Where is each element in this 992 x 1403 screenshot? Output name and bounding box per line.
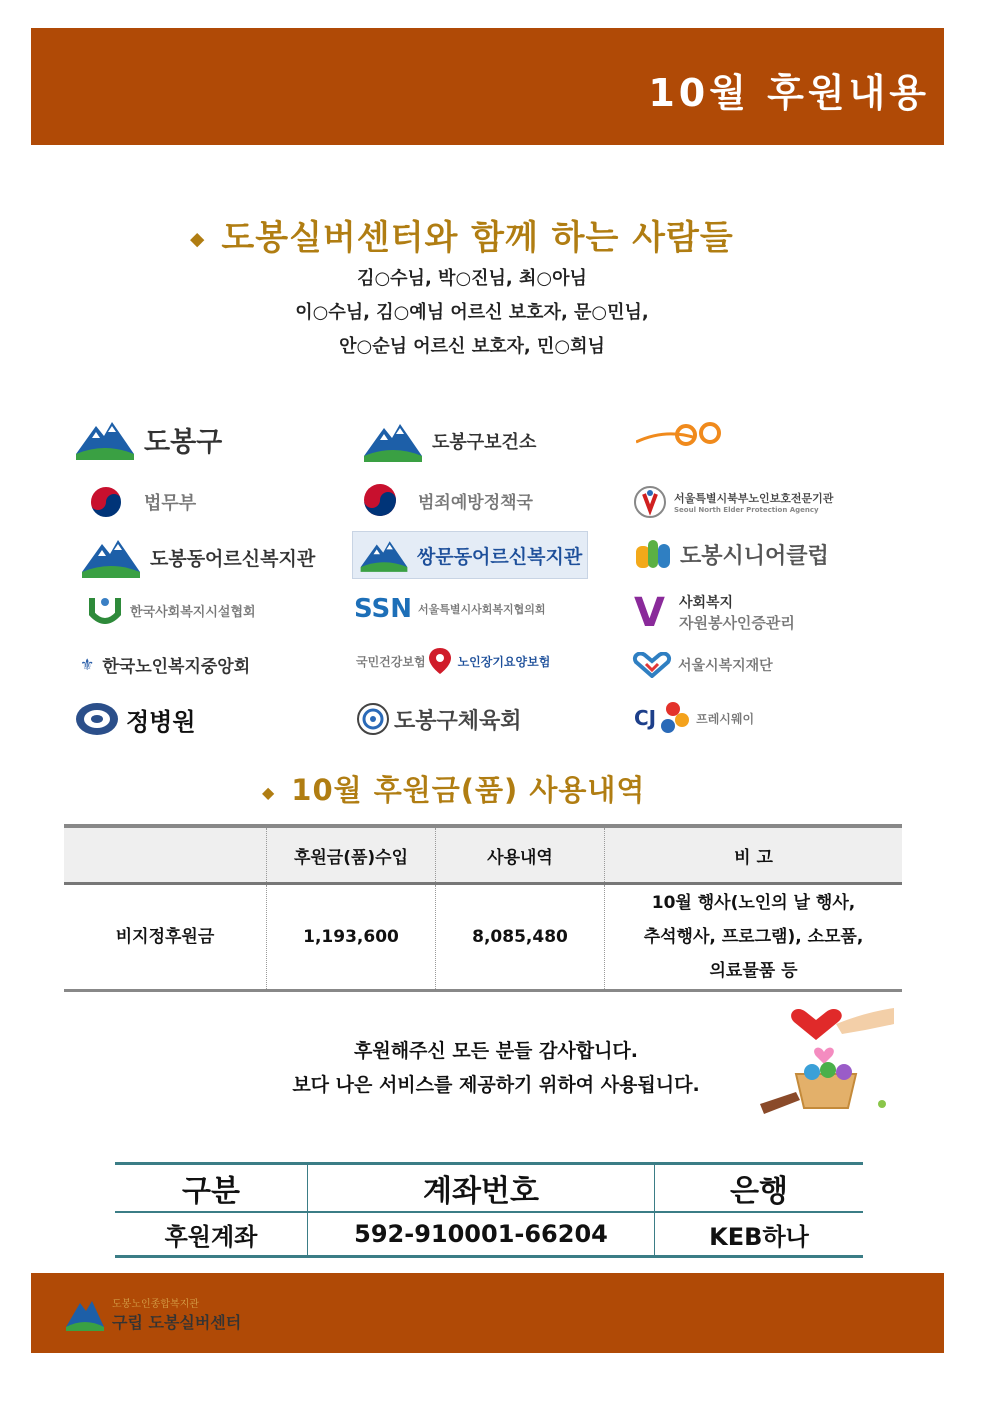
diamond-bullet-icon: ◆ (190, 229, 206, 250)
logo-seoul-welfare: 서울시복지재단 (632, 652, 773, 678)
logo-crime-prevention: 범죄예방정책국 (354, 480, 533, 520)
logo-korea-facility: 한국사회복지시설협회 (88, 594, 256, 626)
heart-outline-icon (632, 652, 672, 678)
usage-header-income: 후원금(품)수입 (267, 826, 436, 884)
footer-org-small: 도봉노인종합복지관 (112, 1299, 199, 1310)
thanks-line-1: 후원해주신 모든 분들 감사합니다. (353, 1040, 639, 1062)
dobong-mountain-icon (80, 536, 142, 578)
logo-volunteer-certification: V 사회복지 자원봉사인증관리 (634, 589, 795, 636)
logo-health-center: 도봉구보건소 (362, 420, 536, 462)
section-title-supporters: ◆ 도봉실버센터와 함께 하는 사람들 (190, 218, 734, 258)
dobong-mountain-icon (74, 418, 136, 460)
footer-org-name: 구립 도봉실버센터 (112, 1313, 242, 1332)
senior-club-icon (634, 536, 674, 572)
account-header-number: 계좌번호 (308, 1164, 655, 1213)
logo-nhis: 국민건강보험 노인장기요양보험 (356, 646, 550, 676)
taegeuk-icon (80, 482, 132, 522)
table-row (115, 1212, 863, 1257)
page-title: 10월 후원내용 (648, 71, 930, 115)
logo-senior-club: 도봉시니어클럽 (634, 536, 829, 572)
account-header-bank: 은행 (655, 1164, 864, 1213)
taegeuk-icon (354, 480, 406, 520)
jungbyungwon-emblem-icon (74, 700, 120, 738)
facility-u-icon (88, 594, 122, 626)
dobong-mountain-icon (359, 534, 409, 576)
diamond-bullet-icon: ◆ (262, 782, 276, 802)
logo-cj-freshway: CJ 프레시웨이 (634, 700, 754, 736)
account-bank: KEB하나 (709, 1222, 809, 1251)
table-row (64, 884, 902, 991)
logo-dobonggu: 도봉구 (74, 418, 222, 460)
logo-sports-council: 도봉구체육회 (356, 702, 522, 736)
usage-header-note: 비 고 (605, 826, 903, 884)
account-category: 후원계좌 (115, 1212, 308, 1257)
usage-table-header-row (64, 826, 902, 884)
usage-spent: 8,085,480 (436, 884, 605, 991)
logo-dobong-welfare: 도봉동어르신복지관 (80, 536, 315, 578)
supporter-names (0, 262, 944, 364)
header-band (31, 28, 944, 145)
usage-category: 비지정후원금 (64, 884, 267, 991)
usage-header-spent: 사용내역 (436, 826, 605, 884)
usage-table (64, 824, 902, 992)
v-letter-icon: V (634, 589, 665, 636)
sports-emblem-icon (356, 702, 390, 736)
names-line-3: 안○순님 어르신 보호자, 민○희님 (339, 336, 605, 357)
usage-header-blank (64, 826, 267, 884)
logo-korea-senior: ⚜ 한국노인복지중앙회 (80, 655, 251, 677)
logo-ssn: SSN 서울특별시사회복지협의회 (354, 594, 546, 624)
usage-income: 1,193,600 (267, 884, 436, 991)
account-number: 592-910001-66204 (308, 1212, 655, 1257)
silver-center-logo-icon (64, 1297, 106, 1331)
elder-protection-icon (632, 484, 668, 520)
logo-jungbyungwon: 정병원 (74, 700, 196, 738)
cj-petal-icon (656, 700, 690, 736)
account-table (115, 1162, 863, 1258)
logo-volunteer-center (636, 422, 726, 448)
location-pin-icon (426, 646, 454, 676)
names-line-2: 이○수님, 김○예님 어르신 보호자, 문○민님, (295, 302, 649, 323)
logo-seoul-elder-protection: 서울특별시북부노인보호전문기관 Seoul North Elder Protection Agency (632, 484, 833, 520)
korea-senior-emblem-icon: ⚜ (80, 655, 95, 674)
names-line-1: 김○수님, 박○진님, 최○아님 (357, 268, 587, 289)
logo-moj: 법무부 (80, 482, 196, 522)
logo-ssangmun-welfare: 쌍문동어르신복지관 (352, 531, 588, 579)
account-table-header-row (115, 1164, 863, 1213)
thanks-line-2: 보다 나은 서비스를 제공하기 위하여 사용됩니다. (292, 1074, 700, 1096)
footer-logo (64, 1295, 241, 1333)
usage-note: 10월 행사(노인의 날 행사, 추석행사, 프로그램), 소모품, 의료물품 등 (643, 893, 864, 981)
orange-swirl-icon (636, 422, 726, 448)
dobong-mountain-icon (362, 420, 424, 462)
gift-basket-heart-icon (756, 1004, 896, 1116)
account-header-category: 구분 (115, 1164, 308, 1213)
section-title-usage: ◆ 10월 후원금(품) 사용내역 (262, 773, 646, 807)
